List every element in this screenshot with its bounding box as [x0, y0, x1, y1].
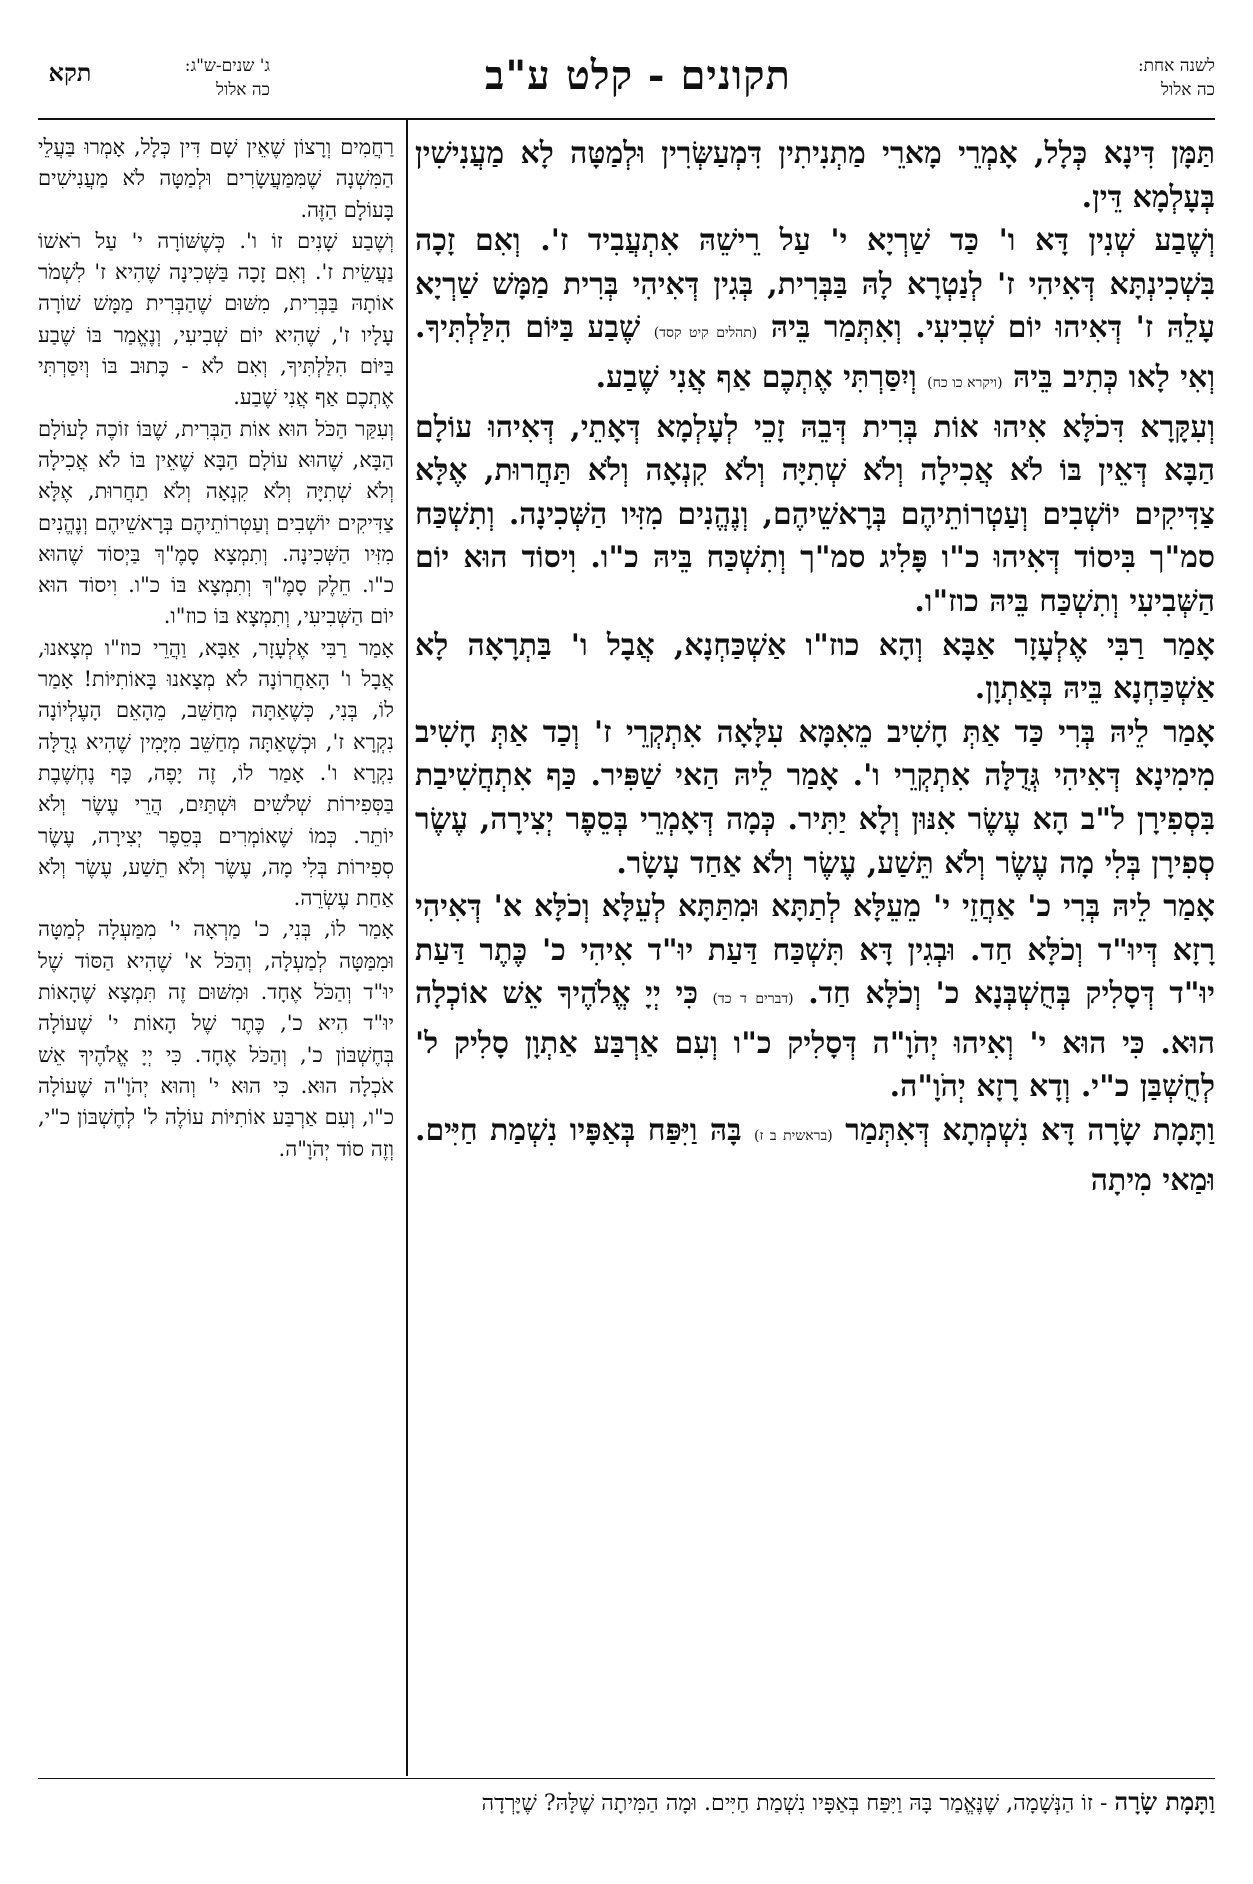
translation-paragraph: וְשֶׁבַע שָׁנִים זוֹ ו'. כְּשֶׁשּׁוֹרָה י' עַל רֹאשׁוֹ נַעֲשֵׂית ז'. וְאִם זָכָה בַּשְּׁכִינָה שֶׁהִיא ז' לִשְׁמֹר אוֹתָהּ בַּבְּרִית, מִשּׁוּם שֶׁהַבְּרִית מַמָּשׁ שׁוֹרָה עָלָיו ז', שֶׁהִיא יוֹם שְׁבִיעִי, וְנֶאֱמַר בּוֹ שֶׁבַע בַּיּוֹם הִלַּלְתִּיךָ, וְאִם לֹא - כָּתוּב בּוֹ וְיִסַּרְתִּי אֶתְכֶם אַף אֲנִי שֶׁבַע.: [38, 228, 394, 410]
main-text: וְיִסַּרְתִּי אֶתְכֶם אַף אֲנִי שֶׁבַע.: [595, 359, 917, 395]
main-text: אָמַר לֵיהּ בְּרִי כ' אַחֲזֵי י' מֵעֵלָּא לְתַתָּא וּמִתַּתָּא לְעֵלָּא וְכֹלָּא א' דְּאִיהִי רָזָא דְּיוּ"ד וְכֹלָּא חַד. וּבְגִין דָּא תִּשְׁכַּח דַּעַת יוּ"ד אִיהִי כ' כֶּתֶר דַּעַת יוּ"ד דְּסָלִיק בְּחֻשְׁבְּנָא כ' וְכֹלָּא חַד.: [415, 889, 1215, 1012]
header-right-line2: כה אלול: [1161, 80, 1215, 100]
main-text: בָּהּ וַיִּפַּח בְּאַפָּיו נִשְׁמַת חַיִּים. וּמַאי מִיתָה: [415, 1113, 1215, 1198]
page-header: [38, 52, 1215, 118]
main-text: אָמַר רַבִּי אֶלְעָזָר אַבָּא וְהָא כוז"ו אַשְׁכַּחְנָא, אֲבָל ו' בַּתְרָאָה לָא אַשְׁכַּחְנָא בֵּיהּ בְּאַתְוָן.: [415, 627, 1215, 707]
footer-text: - זוֹ הַנְּשָׁמָה, שֶׁנֶּאֱמַר בָּהּ וַיִּפַּח בְּאַפָּיו נִשְׁמַת חַיִּים. וּמָה הַמִּיתָה שֶׁלָּהּ? שֶׁיָּרְדָה: [481, 1791, 1115, 1816]
main-text: וְשֶׁבַע שְׁנִין דָּא ו' כַּד שַׁרְיָא י' עַל רֵישֵׁהּ אִתְעֲבִיד ז'. וְאִם זָכָה בִּשְׁכִינְתָּא דְּאִיהִי ז' לְנַטְרָא לָהּ בַּבְּרִית, בְּגִין דְּאִיהִי בְּרִית מַמָּשׁ שַׁרְיָא עָלֵהּ ז' דְּאִיהוּ יוֹם שְׁבִיעִי. וְאִתְּמַר בֵּיהּ: [415, 223, 1215, 346]
main-text: שֶׁבַע בַּיּוֹם הִלַּלְתִּיךָ. וְאִי לָאו כְּתִיב בֵּיהּ: [415, 310, 1215, 395]
verse-reference: (ויקרא כו כח): [927, 374, 1003, 391]
main-text: אָמַר לֵיהּ בְּרִי כַּד אַתְּ חָשִׁיב מֵאִמָּא עִלָּאָה אִתְקְרֵי ז' וְכַד אַתְּ חָשִׁיב מִימִינָא דְּאִיהִי גְּדֻלָּה אִתְקְרֵי ו'. אָמַר לֵיהּ הַאי שַׁפִּיר. כַּף אִתְחֲשִׁיבַת בִּסְפִירָן ל"ב הָא עֶשֶׂר אִנּוּן וְלָא יַתִּיר. כְּמָה דְּאָמְרֵי בְּסֵפֶר יְצִירָה, עֶשֶׂר סְפִירָן בְּלִי מָה עֶשֶׂר וְלֹא תֵּשַׁע, עֶשֶׂר וְלֹא אַחַד עָשָׂר.: [415, 714, 1215, 881]
main-text: וַתָּמָת שָׂרָה דָּא נִשְׁמְתָא דְּאִתְּמַר: [845, 1113, 1215, 1149]
translation-paragraph: רַחֲמִים וְרָצוֹן שֶׁאֵין שָׁם דִּין כְּלָל, אָמְרוּ בַּעֲלֵי הַמִּשְׁנָה שֶׁמִּמַּעֲשָׂרִים וּלְמַטָּה לֹא מַעֲנִישִׁים בָּעוֹלָם הַזֶּה.: [38, 135, 394, 222]
verse-reference: (בראשית ב ז): [754, 1128, 833, 1145]
main-text: תַּמָּן דִּינָא כְּלָל, אָמְרֵי מָארֵי מַתְנִיתִין דִּמְעַשְּׂרִין וּלְמַטָּה לָא מַעֲנִישִׁין בְּעָלְמָא דֵּין.: [415, 136, 1215, 215]
verse-reference: (דברים ד כד): [712, 991, 794, 1008]
header-right-line1: לשנה אחת:: [1137, 56, 1215, 76]
main-paragraph: [415, 885, 1215, 1109]
page: [38, 52, 1215, 1852]
main-paragraph: [415, 219, 1215, 405]
column-divider: [406, 120, 408, 1776]
main-paragraph: [415, 624, 1215, 711]
header-left-note: [110, 54, 270, 102]
header-left-line1: ג' שנים-ש"ג:: [184, 56, 270, 76]
page-number: תקא: [48, 58, 92, 87]
main-paragraph: [415, 1109, 1215, 1202]
main-text: כִּי יְיָ אֱלֹהֶיךָ אֵשׁ אוֹכְלָה הוּא. כִּי הוּא י' וְאִיהוּ יְהֹוָ"ה דְּסָלִיק כ"ו וְעִם אַרְבַּע אַתְוָן סָלִיק ל' לְחֻשְׁבַּן כ"י. וְדָא רָזָא יְהֹוָ"ה.: [415, 976, 1215, 1105]
main-paragraph: [415, 711, 1215, 885]
main-paragraph: [415, 132, 1215, 219]
translation-paragraph: וְעִקַּר הַכֹּל הוּא אוֹת הַבְּרִית, שֶׁבּוֹ זוֹכֶה לָעוֹלָם הַבָּא, שֶׁהוּא עוֹלָם הַבָּא שֶׁאֵין בּוֹ לֹא אֲכִילָה וְלֹא שְׁתִיָּה וְלֹא קִנְאָה וְלֹא תַחֲרוּת, אֶלָּא צַדִּיקִים יוֹשְׁבִים וְעַטְרוֹתֵיהֶם בְּרָאשֵׁיהֶם וְנֶהֱנִים מִזִּיו הַשְּׁכִינָה. וְתִמְצָא סָמֶ"ךְ בַּיְסוֹד שֶׁהוּא כ"ו. חֵלֶק סָמֶ"ךְ וְתִמְצָא בּוֹ כ"ו. וִיסוֹד הוּא יוֹם הַשְּׁבִיעִי, וְתִמְצָא בּוֹ כוז"ו.: [38, 416, 394, 629]
verse-reference: (תהלים קיט קסד): [653, 325, 758, 342]
header-left-line2: כה אלול: [216, 80, 270, 100]
translation-paragraph: אָמַר לוֹ, בְּנִי, כ' מַרְאָה י' מִמַּעְלָה לְמַטָּה וּמִמַּטָּה לְמַעְלָה, וְהַכֹּל א' שֶׁהִיא הַסּוֹד שֶׁל יוּ"ד וְהַכֹּל אֶחָד. וּמִשּׁוּם זֶה תִּמְצָא שֶׁהָאוֹת יוּ"ד הִיא כ', כֶּתֶר שֶׁל הָאוֹת י' שֶׁעוֹלָה בְּחֶשְׁבּוֹן כ', וְהַכֹּל אֶחָד. כִּי יְיָ אֱלֹהֶיךָ אֵשׁ אֹכְלָה הוּא. כִּי הוּא י' וְהוּא יְהֹוָ"ה שֶׁעוֹלָה כ"ו, וְעִם אַרְבַּע אוֹתִיּוֹת עוֹלֶה ל' לְחֶשְׁבּוֹן כ"י, וְזֶה סוֹד יְהֹוָ"ה.: [38, 917, 394, 1161]
header-rule: [38, 118, 1215, 120]
translation-column: [38, 132, 394, 1772]
page-title: תקונים - קלט ע"ב: [485, 52, 791, 99]
main-column: [415, 132, 1215, 1772]
header-right-note: [1085, 54, 1215, 102]
main-paragraph: [415, 406, 1215, 624]
footer-lead: וַתָּמָת שָׂרָה: [1114, 1787, 1215, 1816]
footer-continuation: [38, 1786, 1215, 1820]
main-text: וְעִקָּרָא דִּכֹלָּא אִיהוּ אוֹת בְּרִית דְּבֵהּ זָכֵי לְעָלְמָא דְּאָתֵי, דְּאִיהוּ עוֹלָם הַבָּא דְּאֵין בּוֹ לֹא אֲכִילָה וְלֹא שְׁתִיָּה וְלֹא קִנְאָה וְלֹא תַּחֲרוּת, אֶלָּא צַדִּיקִים יוֹשְׁבִים וְעַטְרוֹתֵיהֶם בְּרָאשֵׁיהֶם, וְנֶהֱנִים מִזִּיו הַשְּׁכִינָה. וְתִשְׁכַּח סמ"ך בִּיסוֹד דְּאִיהוּ כ"ו פָּלִיג סמ"ך וְתִשְׁכַּח בֵּיהּ כ"ו. וִיסוֹד הוּא יוֹם הַשְּׁבִיעִי וְתִשְׁכַּח בֵּיהּ כוז"ו.: [415, 409, 1215, 619]
translation-paragraph: אָמַר רַבִּי אֶלְעָזָר, אַבָּא, וַהֲרֵי כוז"ו מְצָאנוּ, אֲבָל ו' הָאַחֲרוֹנָה לֹא מְצָאנוּ בָּאוֹתִיּוֹת! אָמַר לוֹ, בְּנִי, כְּשֶׁאַתָּה מְחַשֵּׁב, מֵהָאֵם הָעֶלְיוֹנָה נִקְרָא ז', וּכְשֶׁאַתָּה מְחַשֵּׁב מִיָּמִין שֶׁהִיא גְדֻלָּה נִקְרָא ו'. אָמַר לוֹ, זֶה יָפֶה, כָּף נֶחְשֶׁבֶת בַּסְּפִירוֹת שְׁלֹשִׁים וּשְׁתַּיִם, הֲרֵי עֶשֶׂר וְלֹא יוֹתֵר. כְּמוֹ שֶׁאוֹמְרִים בְּסֵפֶר יְצִירָה, עֶשֶׂר סְפִירוֹת בְּלִי מָה, עֶשֶׂר וְלֹא תֵשַׁע, עֶשֶׂר וְלֹא אַחַת עֶשְׂרֵה.: [38, 635, 394, 911]
footer-rule: [38, 1778, 1215, 1779]
